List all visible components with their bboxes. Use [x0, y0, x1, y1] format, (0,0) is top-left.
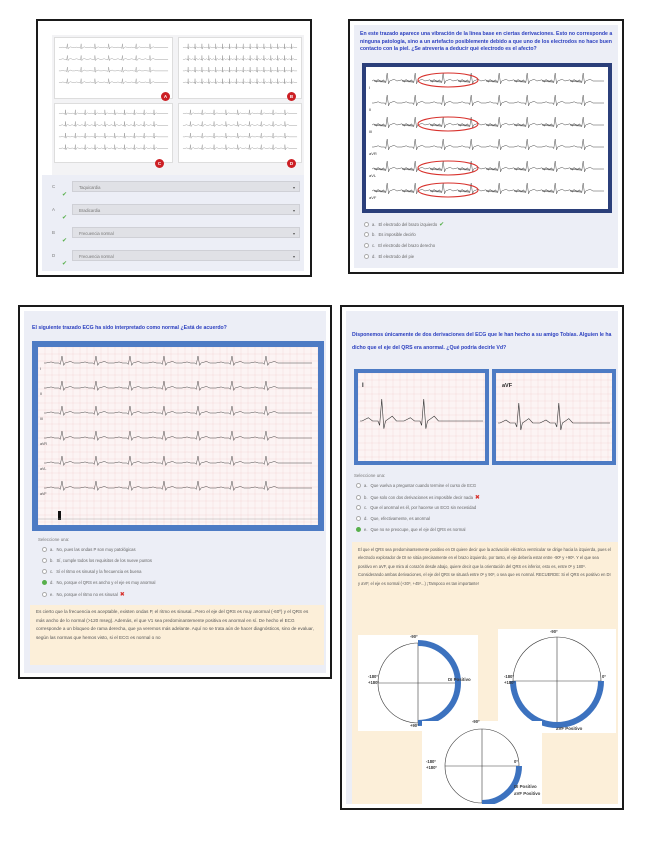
ecg-thumbnail-d[interactable] — [178, 103, 302, 166]
axis-diagram-3 — [422, 721, 542, 804]
ecg-trace-line — [59, 67, 168, 72]
ecg-thumb-trace-a — [55, 38, 172, 98]
option-a[interactable] — [364, 221, 444, 228]
axis-label-left1: -180º — [368, 674, 378, 679]
ecg-trace-line — [372, 73, 604, 84]
ecg-12-lead-svg — [38, 347, 318, 525]
select-label: Seleccione una: — [38, 537, 70, 542]
match-row-1 — [52, 181, 300, 198]
panel-electrode-artifact — [348, 19, 624, 274]
radio-button-selected[interactable] — [356, 527, 361, 532]
ecg-trace — [38, 347, 318, 525]
axis-caption-2: aVF Positivo — [514, 791, 541, 796]
radio-button[interactable] — [364, 222, 369, 227]
option-text: Que vuelva a preguntar cuando termine el curso de ECG — [370, 483, 477, 488]
ecg-thumbnail-b[interactable] — [178, 37, 302, 99]
ecg-lead-label: I — [40, 367, 41, 371]
axis-caption: DI Positivo — [514, 784, 537, 789]
radio-button[interactable] — [356, 505, 361, 510]
option-letter: a. — [372, 222, 376, 227]
ecg-trace-lead-avf — [496, 373, 612, 461]
ecg-trace-line — [59, 145, 168, 150]
ecg-trace-line — [183, 121, 297, 126]
option-text: Sí, cumple todos los requisitos de los nueve puntos — [56, 558, 152, 563]
chevron-down-icon: ▾ — [292, 208, 295, 213]
ecg-thumb-trace-c — [55, 104, 172, 162]
panel-qrs-axis-question — [340, 305, 624, 810]
radio-button[interactable] — [364, 254, 369, 259]
option-b[interactable] — [356, 494, 480, 501]
ecg-trace-lead-i — [358, 373, 485, 461]
match-select-4[interactable] — [72, 250, 300, 261]
match-row-3 — [52, 227, 300, 244]
option-letter: a. — [50, 547, 54, 552]
match-select-2[interactable] — [72, 204, 300, 215]
option-letter: c. — [364, 505, 368, 510]
option-letter: e. — [50, 592, 54, 597]
option-text: No, porque el ritmo no es sinusal — [56, 592, 118, 597]
axis-label-top: -90º — [472, 719, 480, 724]
option-letter: d. — [50, 580, 54, 585]
ecg-trace-line — [183, 79, 297, 84]
ecg-thumbnail-c[interactable] — [54, 103, 173, 166]
wrong-cross-icon: ✖ — [119, 592, 125, 598]
ecg-thumb-trace-d — [179, 104, 301, 162]
ecg-lead-label: I — [369, 85, 371, 90]
axis-label-right: 0º — [602, 674, 606, 679]
option-d[interactable] — [42, 580, 155, 585]
axis-label-right: 0º — [514, 759, 518, 764]
axis-label-left1: -180º — [504, 674, 514, 679]
ecg-trace-line — [372, 95, 604, 106]
ecg-trace-line — [59, 79, 168, 84]
option-letter: b. — [372, 232, 376, 237]
option-letter: a. — [364, 483, 368, 488]
axis-diagram-svg — [498, 629, 616, 733]
option-text: Que el anormal es él, por hacerse un ECG sin necesidad — [370, 505, 477, 510]
chevron-down-icon: ▾ — [292, 231, 295, 236]
select-label: Seleccione una: — [354, 473, 386, 478]
ecg-trace-line — [372, 117, 604, 128]
ecg-trace-line — [372, 161, 604, 172]
panel-normal-ecg-question — [18, 305, 332, 679]
ecg-trace-line — [372, 139, 604, 150]
option-text: Sí el ritmo es sinusal y la frecuencia es buena — [56, 569, 142, 574]
option-d[interactable] — [356, 516, 430, 521]
question-text: En este trazado aparece una vibración de la línea base en ciertas derivaciones. Esto no corresponde a ninguna patología, sino a un artefacto posiblemente debido a que uno de los electrodos no hace buen contacto con la piel. ¿Se atrevería a deducir qué electrodo es el afecto? — [360, 31, 613, 52]
radio-button[interactable] — [364, 243, 369, 248]
option-text: El electrodo del brazo derecho — [378, 243, 436, 248]
option-a[interactable] — [42, 547, 136, 552]
axis-label-top: -90º — [410, 634, 418, 639]
option-letter: c. — [372, 243, 376, 248]
chevron-down-icon: ▾ — [292, 185, 295, 190]
match-letter: C — [52, 184, 56, 189]
chevron-down-icon: ▾ — [292, 254, 295, 259]
match-select-1[interactable] — [72, 181, 300, 192]
ecg-lead-label: I — [362, 383, 364, 389]
option-text: No, porque el QRS es ancho y el eje es muy anormal — [56, 580, 156, 585]
ecg-lead-label: II — [40, 392, 42, 396]
ecg-trace-line — [183, 67, 297, 72]
match-select-value: Frecuencia normal — [79, 254, 114, 259]
question-text: Disponemos únicamente de dos derivaciones del ECG que le han hecho a su amigo Tobías. Alguien le ha dicho que el eje del QRS era anormal. ¿Qué podría decirle Vd? — [352, 332, 612, 351]
badge-c: C — [155, 159, 164, 168]
axis-caption: DI Positivo — [448, 677, 471, 682]
match-list — [42, 175, 304, 271]
ecg-frame — [362, 63, 612, 213]
check-icon: ✔ — [62, 261, 68, 267]
ecg-trace-line — [183, 145, 297, 150]
ecg-lead-label: aVR — [40, 442, 47, 446]
match-letter: B — [52, 230, 55, 235]
radio-button[interactable] — [356, 483, 361, 488]
match-row-2 — [52, 204, 300, 221]
option-c[interactable] — [42, 569, 141, 574]
axis-caption: aVF Positivo — [556, 726, 583, 731]
ecg-lead-label: aVL — [369, 173, 377, 178]
ecg-lead-label: aVR — [369, 151, 377, 156]
radio-button[interactable] — [42, 592, 47, 597]
ecg-frame-lead-avf — [492, 369, 616, 465]
option-letter: d. — [364, 516, 368, 521]
option-text: Que no se preocupe, que el eje del QRS es normal — [370, 527, 466, 532]
option-letter: b. — [50, 558, 54, 563]
feedback-text: El que el QRS sea predominantemente positivo en DI quiere decir que la activación eléctrica ventricular se dirige hacia la izquierda, pues el electrodo explorador de DI se sitúa precisamente en el brazo izquierdo, por tanto, el eje debería estar entre -90º y +90º. Y el que sea positivo en aVF, que mira al corazón desde abajo, quiere decir que la orientación del QRS es inferior, esto es, entre 0º y 180º. Considerando ambas derivaciones, el eje del QRS se situará entre 0º y 90º, o sea que es normal. RECUERDE: Si el QRS es positivo en DI y aVF, el eje es normal (+30º, +45º...) ¡Tampoco es tan importante! — [358, 547, 611, 586]
ecg-leads-svg — [366, 67, 608, 209]
answer-feedback: Es cierto que la frecuencia es aceptable, existen ondas P, el ritmo es sinusal...Pero el eje del QRS es muy anormal (-60º) y el QRS es más ancho de lo normal (>120 mseg). Además, el que V1 sea predominantemente positiva es anormal en sí. De hecho el ECG corresponde a un bloqueo de rama derecha, que ya veremos más adelante. Aquí no se trata aún de hacer diagnósticos, sino de evaluar, según las normas que hemos visto, si el ECG es normal o no — [30, 605, 324, 665]
option-letter: d. — [372, 254, 376, 259]
ecg-trace-line — [59, 110, 168, 115]
wrong-cross-icon: ✖ — [474, 495, 480, 501]
question-text: El siguiente trazado ECG ha sido interpretado como normal ¿Está de acuerdo? — [32, 325, 227, 331]
ecg-thumbnail-a[interactable] — [54, 37, 173, 99]
option-c[interactable] — [356, 505, 476, 510]
option-b[interactable] — [364, 232, 416, 237]
radio-button[interactable] — [42, 558, 47, 563]
ecg-lead-label: aVL — [40, 467, 47, 471]
badge-a: A — [161, 92, 170, 101]
axis-diagram-1 — [358, 635, 478, 731]
option-e[interactable] — [42, 591, 125, 598]
axis-label-bottom: +90º — [410, 723, 419, 728]
axis-label-left1: -180º — [426, 759, 436, 764]
check-icon: ✔ — [62, 215, 68, 221]
axis-label-left2: +180º — [504, 680, 515, 685]
check-icon: ✔ — [62, 238, 68, 244]
radio-button[interactable] — [42, 547, 47, 552]
ecg-trace-line — [183, 110, 297, 115]
option-e[interactable] — [356, 527, 465, 532]
option-a[interactable] — [356, 483, 476, 488]
correct-check-icon: ✔ — [439, 222, 445, 228]
option-b[interactable] — [42, 558, 152, 563]
ecg-trace-line — [360, 399, 483, 429]
option-letter: e. — [364, 527, 368, 532]
option-text: Es imposible decirlo — [378, 232, 416, 237]
axis-label-left2: +180º — [368, 680, 379, 685]
radio-button[interactable] — [364, 232, 369, 237]
option-text: El electrodo del pie — [378, 254, 415, 259]
radio-button[interactable] — [356, 516, 361, 521]
radio-button[interactable] — [356, 495, 361, 500]
ecg-trace-line — [59, 55, 168, 60]
lead-i-svg — [358, 373, 485, 461]
ecg-trace-line — [498, 403, 610, 430]
badge-b: B — [287, 92, 296, 101]
lead-avf-svg — [496, 373, 612, 461]
ecg-lead-label: III — [40, 417, 43, 421]
ecg-lead-label: III — [369, 129, 373, 134]
match-select-3[interactable] — [72, 227, 300, 238]
ecg-lead-label: aVF — [40, 492, 47, 496]
radio-button[interactable] — [42, 569, 47, 574]
ecg-frame — [32, 341, 324, 531]
ecg-lead-label: II — [369, 107, 372, 112]
option-text: Que, efectivamente, es anormal — [370, 516, 430, 521]
panel-ecg-rhythm-matching — [36, 19, 312, 277]
ecg-lead-label: aVF — [502, 383, 513, 389]
ecg-thumb-trace-b — [179, 38, 301, 98]
ecg-trace-line — [372, 183, 604, 194]
ecg-trace-line — [183, 55, 297, 60]
option-text: El electrodo del brazo izquierdo — [378, 222, 438, 227]
badge-d: D — [287, 159, 296, 168]
option-letter: b. — [364, 495, 368, 500]
match-letter: A — [52, 207, 55, 212]
axis-label-left2: +180º — [426, 765, 437, 770]
ecg-trace-line — [183, 133, 297, 138]
ecg-trace — [366, 67, 608, 209]
option-c[interactable] — [364, 243, 435, 248]
ecg-trace-line — [183, 44, 297, 49]
match-row-4 — [52, 250, 300, 267]
match-select-value: Taquicardia — [79, 185, 101, 190]
match-select-value: Bradicardia — [79, 208, 101, 213]
calibration-pulse — [58, 511, 61, 520]
ecg-trace-line — [59, 44, 168, 49]
radio-button-selected[interactable] — [42, 580, 47, 585]
option-text: No, pues las ondas P son muy patológicas — [56, 547, 136, 552]
ecg-trace-line — [59, 121, 168, 126]
option-text: Que solo con dos derivaciones es imposible decir nada — [370, 495, 473, 500]
option-letter: c. — [50, 569, 54, 574]
check-icon: ✔ — [62, 192, 68, 198]
match-select-value: Frecuencia normal — [79, 231, 114, 236]
option-d[interactable] — [364, 254, 414, 259]
match-letter: D — [52, 253, 56, 258]
ecg-frame-lead-i — [354, 369, 489, 465]
ecg-trace-line — [59, 133, 168, 138]
axis-diagram-2 — [498, 629, 616, 733]
axis-label-top: -90º — [550, 629, 558, 634]
ecg-lead-label: aVF — [369, 195, 377, 200]
